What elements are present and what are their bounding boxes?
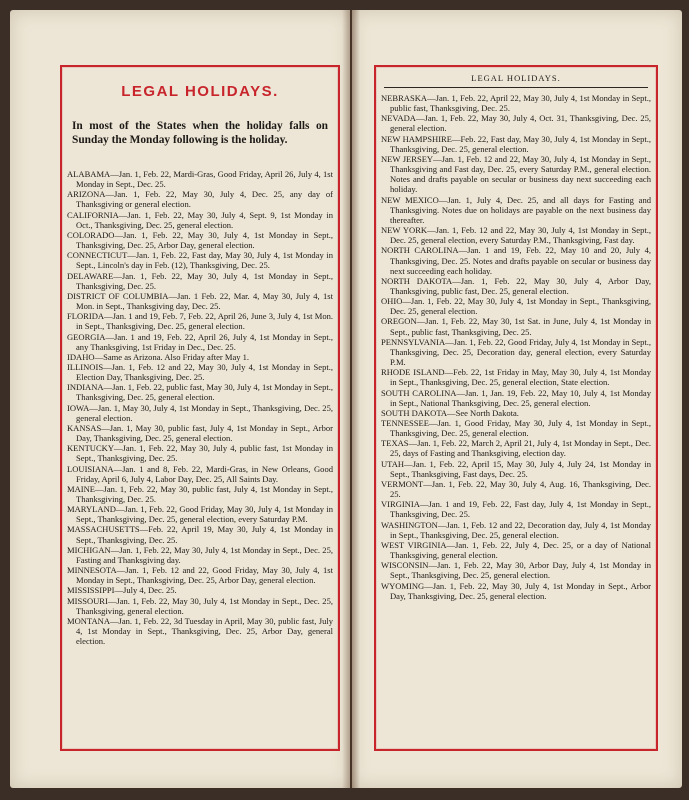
intro-paragraph: In most of the States when the holiday falls on Sunday the Monday following is the holiday. xyxy=(72,120,328,146)
state-holiday-entry: OREGON—Jan. 1, Feb. 22, May 30, 1st Sat. in June, July 4, 1st Monday in Sept., public fast, Thanksgiving, Dec. 25. xyxy=(381,316,651,337)
state-holiday-entry: MASSACHUSETTS—Feb. 22, April 19, May 30, July 4, 1st Monday in Sept., Thanksgiving, Dec. 25. xyxy=(67,524,333,545)
left-holiday-list xyxy=(67,169,333,646)
state-holiday-entry: KANSAS—Jan. 1, May 30, public fast, July 4, 1st Monday in Sept., Arbor Day, Thanksgiving, Dec. 25, general election. xyxy=(67,422,333,444)
state-holiday-entry: CALIFORNIA—Jan. 1, Feb. 22, May 30, July 4, Sept. 9, 1st Monday in Oct., Thanksgiving, Dec. 25, general election. xyxy=(67,209,333,230)
state-holiday-entry: MICHIGAN—Jan. 1, Feb. 22, May 30, July 4, 1st Monday in Sept., Dec. 25, Fasting and Thanksgiving day. xyxy=(67,544,333,565)
running-header: LEGAL HOLIDAYS. xyxy=(384,73,648,88)
state-holiday-entry: MISSOURI—Jan. 1, Feb. 22, May 30, July 4, 1st Monday in Sept., Dec. 25, Thanksgiving, general election. xyxy=(67,595,333,616)
state-holiday-entry: UTAH—Jan. 1, Feb. 22, April 15, May 30, July 4, July 24, 1st Monday in Sept., Thanksgiving, Fast days, Dec. 25. xyxy=(381,458,651,479)
state-holiday-entry: INDIANA—Jan. 1, Feb. 22, public fast, May 30, July 4, 1st Monday in Sept., Thanksgiving, Dec. 25, general election. xyxy=(67,382,333,403)
state-holiday-entry: TEXAS—Jan. 1, Feb. 22, March 2, April 21, July 4, 1st Monday in Sept., Dec. 25, days of Fasting and Thanksgiving, election day. xyxy=(381,438,651,459)
state-holiday-entry: WYOMING—Jan. 1, Feb. 22, May 30, July 4, 1st Monday in Sept., Arbor Day, Thanksgiving, Dec. 25, general election. xyxy=(381,580,651,601)
state-holiday-entry: VIRGINIA—Jan. 1 and 19, Feb. 22, Fast day, July 4, 1st Monday in Sept., Thanksgiving, Dec. 25. xyxy=(381,499,651,520)
right-red-frame xyxy=(374,65,658,751)
state-holiday-entry: NORTH DAKOTA—Jan. 1, Feb. 22, May 30, July 4, Arbor Day, Thanksgiving, public fast, Dec. 25, general election. xyxy=(381,275,651,296)
state-holiday-entry: KENTUCKY—Jan. 1, Feb. 22, May 30, July 4, public fast, 1st Monday in Sept., Thanksgiving, Dec. 25. xyxy=(67,443,333,464)
state-holiday-entry: DISTRICT OF COLUMBIA—Jan. 1 Feb. 22, Mar. 4, May 30, July 4, 1st Mon. in Sept., Thanksgiving day, Dec. 25. xyxy=(67,290,333,312)
state-holiday-entry: NORTH CAROLINA—Jan. 1 and 19, Feb. 22, May 10 and 20, July 4, Thanksgiving, Dec. 25. Notes and drafts payable on secular or business day next succeeding each holiday. xyxy=(381,245,651,276)
state-holiday-entry: PENNSYLVANIA—Jan. 1, Feb. 22, Good Friday, July 4, 1st Monday in Sept., Thanksgiving, Dec. 25, Decoration day, general election, every Saturday P.M. xyxy=(381,336,651,368)
state-holiday-entry: SOUTH DAKOTA—See North Dakota. xyxy=(381,407,519,418)
state-holiday-entry: MONTANA—Jan. 1, Feb. 22, 3d Tuesday in April, May 30, public fast, July 4, 1st Monday in Sept., Thanksgiving, Dec. 25, Arbor Day, general election. xyxy=(67,615,333,647)
state-holiday-entry: NEW YORK—Jan. 1, Feb. 12 and 22, May 30, July 4, 1st Monday in Sept., Dec. 25, general election, every Saturday P.M., Thanksgiving, Fast day. xyxy=(381,225,651,246)
state-holiday-entry: ALABAMA—Jan. 1, Feb. 22, Mardi-Gras, Good Friday, April 26, July 4, 1st Monday in Sept., Dec. 25. xyxy=(67,169,333,190)
state-holiday-entry: RHODE ISLAND—Feb. 22, 1st Friday in May, May 30, July 4, 1st Monday in Sept., Thanksgiving, Dec. 25, general election, State election. xyxy=(381,367,651,388)
state-holiday-entry: MARYLAND—Jan. 1, Feb. 22, Good Friday, May 30, July 4, 1st Monday in Sept., Thanksgiving, Dec. 25, general election, every Saturday P.M. xyxy=(67,504,333,525)
state-holiday-entry: WASHINGTON—Jan. 1, Feb. 12 and 22, Decoration day, July 4, 1st Monday in Sept., Thanksgiving, Dec. 25, general election. xyxy=(381,519,651,540)
state-holiday-entry: NEW HAMPSHIRE—Feb. 22, Fast day, May 30, July 4, 1st Monday in Sept., Thanksgiving, Dec. 25, general election. xyxy=(381,133,651,154)
left-red-frame xyxy=(60,65,340,751)
state-holiday-entry: NEW JERSEY—Jan. 1, Feb. 12 and 22, May 30, July 4, 1st Monday in Sept., Thanksgiving and Fast day, Dec. 25, every Saturday P.M., general election. Notes and drafts payable on secular or business day next succeeding each holiday. xyxy=(381,153,651,195)
left-page xyxy=(10,10,350,788)
state-holiday-entry: VERMONT—Jan. 1, Feb. 22, May 30, July 4, Aug. 16, Thanksgiving, Dec. 25. xyxy=(381,478,651,500)
state-holiday-entry: ILLINOIS—Jan. 1, Feb. 12 and 22, May 30, July 4, 1st Monday in Sept., Election Day, Thanksgiving, Dec. 25. xyxy=(67,361,333,383)
state-holiday-entry: MAINE—Jan. 1, Feb. 22, May 30, public fast, July 4, 1st Monday in Sept., Thanksgiving, Dec. 25. xyxy=(67,483,333,504)
state-holiday-entry: DELAWARE—Jan. 1, Feb. 22, May 30, July 4, 1st Monday in Sept., Thanksgiving, Dec. 25. xyxy=(67,270,333,291)
state-holiday-entry: GEORGIA—Jan. 1 and 19, Feb. 22, April 26, July 4, 1st Monday in Sept., any Thanksgiving, 1st Friday in Dec., Dec. 25. xyxy=(67,331,333,352)
state-holiday-entry: CONNECTICUT—Jan. 1, Feb. 22, Fast day, May 30, July 4, 1st Monday in Sept., Lincoln's day in Feb. (12), Thanksgiving, Dec. 25. xyxy=(67,250,333,271)
state-holiday-entry: IOWA—Jan. 1, May 30, July 4, 1st Monday in Sept., Thanksgiving, Dec. 25, general election. xyxy=(67,402,333,423)
page-title: LEGAL HOLIDAYS. xyxy=(121,83,279,100)
state-holiday-entry: SOUTH CAROLINA—Jan. 1, Jan. 19, Feb. 22, May 10, July 4, 1st Monday in Sept., National Thanksgiving, Dec. 25, general election. xyxy=(381,387,651,408)
state-holiday-entry: ARIZONA—Jan. 1, Feb. 22, May 30, July 4, Dec. 25, any day of Thanksgiving or general election. xyxy=(67,189,333,210)
state-holiday-entry: WEST VIRGINIA—Jan. 1, Feb. 22, July 4, Dec. 25, or a day of National Thanksgiving, general election. xyxy=(381,539,651,561)
state-holiday-entry: WISCONSIN—Jan. 1, Feb. 22, May 30, Arbor Day, July 4, 1st Monday in Sept., Thanksgiving, Dec. 25, general election. xyxy=(381,560,651,581)
state-holiday-entry: COLORADO—Jan. 1, Feb. 22, May 30, July 4, 1st Monday in Sept., Thanksgiving, Dec. 25, Arbor Day, general election. xyxy=(67,229,333,251)
state-holiday-entry: FLORIDA—Jan. 1 and 19, Feb. 7, Feb. 22, April 26, June 3, July 4, 1st Mon. in Sept., Thanksgiving, Dec. 25, general election. xyxy=(67,311,333,332)
state-holiday-entry: OHIO—Jan. 1, Feb. 22, May 30, July 4, 1st Monday in Sept., Thanksgiving, Dec. 25, general election. xyxy=(381,296,651,317)
state-holiday-entry: NEW MEXICO—Jan. 1, July 4, Dec. 25, and all days for Fasting and Thanksgiving. Notes due on holidays are payable on the next business day thereafter. xyxy=(381,194,651,225)
state-holiday-entry: MISSISSIPPI—July 4, Dec. 25. xyxy=(67,585,177,596)
state-holiday-entry: IDAHO—Same as Arizona. Also Friday after May 1. xyxy=(67,351,250,362)
state-holiday-entry: NEVADA—Jan. 1, Feb. 22, May 30, July 4, Oct. 31, Thanksgiving, Dec. 25, general election. xyxy=(381,113,651,134)
right-page xyxy=(352,10,682,788)
state-holiday-entry: MINNESOTA—Jan. 1, Feb. 12 and 22, Good Friday, May 30, July 4, 1st Monday in Sept., Thanksgiving, Dec. 25, Arbor Day, general election. xyxy=(67,565,333,586)
state-holiday-entry: LOUISIANA—Jan. 1 and 8, Feb. 22, Mardi-Gras, in New Orleans, Good Friday, April 6, July 4, Labor Day, Dec. 25, All Saints Day. xyxy=(67,463,333,484)
state-holiday-entry: TENNESSEE—Jan. 1, Good Friday, May 30, July 4, 1st Monday in Sept., Thanksgiving, Dec. 25, general election. xyxy=(381,418,651,439)
right-holiday-list xyxy=(381,93,651,601)
state-holiday-entry: NEBRASKA—Jan. 1, Feb. 22, April 22, May 30, July 4, 1st Monday in Sept., public fast, Thanksgiving, Dec. 25. xyxy=(381,93,651,114)
